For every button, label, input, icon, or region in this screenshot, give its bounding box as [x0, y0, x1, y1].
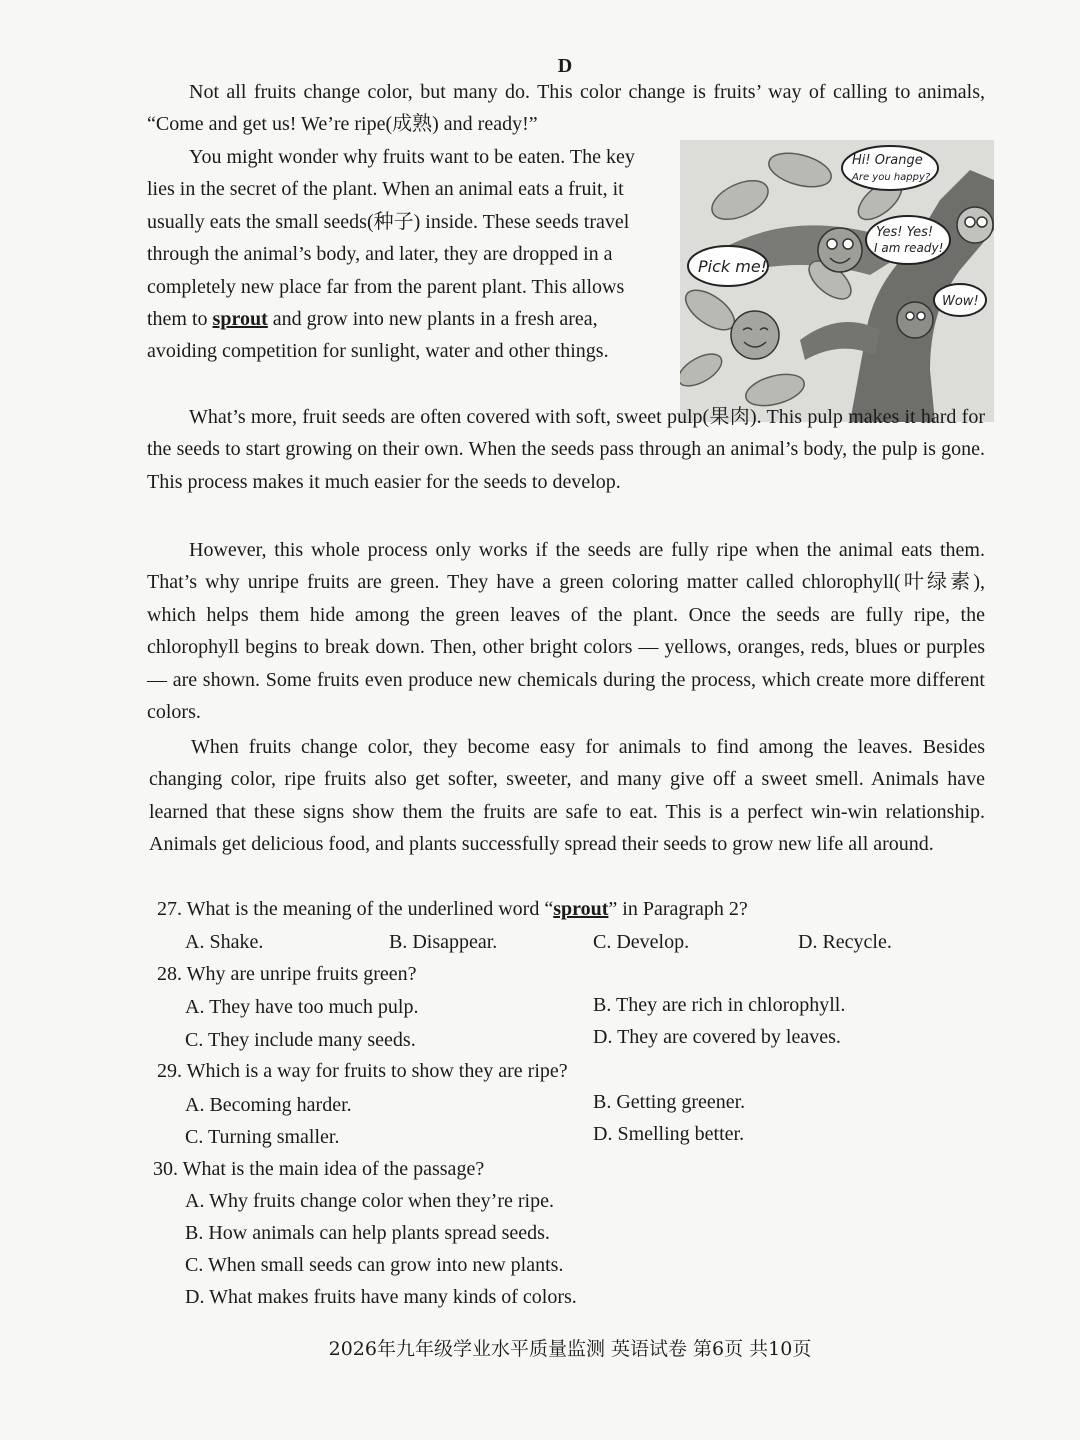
- question-29-option-c[interactable]: C. Turning smaller.: [185, 1126, 340, 1148]
- question-28-option-b[interactable]: B. They are rich in chlorophyll.: [593, 994, 846, 1016]
- page-footer: 2026年九年级学业水平质量监测 英语试卷 第6页 共10页: [328, 1338, 812, 1360]
- bubble-pick-me: Pick me!: [698, 257, 768, 276]
- fruit-tree-illustration: [680, 140, 994, 422]
- bubble-hi-orange: Hi! Orange: [852, 153, 923, 168]
- question-27-option-c[interactable]: C. Develop.: [593, 931, 690, 953]
- question-30-option-c[interactable]: C. When small seeds can grow into new plants.: [185, 1254, 564, 1276]
- question-27-underlined-word: sprout: [553, 898, 609, 920]
- question-29-option-d[interactable]: D. Smelling better.: [593, 1123, 745, 1145]
- question-30-option-b[interactable]: B. How animals can help plants spread seeds.: [185, 1222, 550, 1244]
- question-29-option-b[interactable]: B. Getting greener.: [593, 1091, 746, 1113]
- bubble-i-am-ready: I am ready!: [874, 241, 944, 255]
- question-28-option-a[interactable]: A. They have too much pulp.: [185, 996, 419, 1018]
- question-28-option-d[interactable]: D. They are covered by leaves.: [593, 1026, 841, 1048]
- question-30-stem: 30. What is the main idea of the passage?: [153, 1158, 485, 1180]
- question-27-stem: [157, 893, 748, 925]
- question-30-option-a[interactable]: A. Why fruits change color when they’re ripe.: [185, 1190, 554, 1212]
- paragraph-2-text-b: and grow into new plants in a fresh area, avoiding competition for sunlight, water and other things.: [147, 308, 609, 363]
- tree-cartoon-icon: [680, 140, 994, 422]
- paragraph-1: Not all fruits change color, but many do. This color change is fruits’ way of calling to animals, “Come and get us! We’re ripe(成熟) and ready!”: [147, 81, 985, 136]
- bubble-yes-yes: Yes! Yes!: [876, 225, 934, 240]
- question-28-stem: 28. Why are unripe fruits green?: [157, 963, 417, 985]
- question-27-text-a: 27. What is the meaning of the underlined word “: [157, 898, 554, 920]
- question-29-stem: 29. Which is a way for fruits to show they are ripe?: [157, 1060, 568, 1082]
- question-29-option-a[interactable]: A. Becoming harder.: [185, 1094, 352, 1116]
- question-27-option-b[interactable]: B. Disappear.: [389, 931, 498, 953]
- question-30-option-d[interactable]: D. What makes fruits have many kinds of colors.: [185, 1286, 577, 1308]
- question-28-option-c[interactable]: C. They include many seeds.: [185, 1029, 416, 1051]
- paragraph-3: What’s more, fruit seeds are often covered with soft, sweet pulp(果肉). This pulp makes it hard for the seeds to start growing on their own. When the seeds pass through an animal’s body, the pulp is gone. This process makes it much easier for the seeds to develop.: [147, 406, 985, 493]
- paragraph-5: When fruits change color, they become easy for animals to find among the leaves. Besides changing color, ripe fruits also get softer, sweeter, and many give off a sweet smell. Animals have learned that these signs show them the fruits are safe to eat. This is a perfect win-win relationship. Animals get delicious food, and plants successfully spread their seeds to grow new life all around.: [149, 736, 985, 856]
- bubble-are-you-happy: Are you happy?: [852, 172, 931, 183]
- bubble-wow: Wow!: [942, 294, 979, 309]
- question-27-option-d[interactable]: D. Recycle.: [798, 931, 892, 953]
- underlined-word-sprout: sprout: [212, 308, 268, 331]
- section-letter: D: [557, 55, 573, 77]
- question-27-text-b: ” in Paragraph 2?: [608, 898, 748, 920]
- paragraph-4: However, this whole process only works if the seeds are fully ripe when the animal eats them. That’s why unripe fruits are green. They have a green coloring matter called chlorophyll(叶绿素), which helps them hide among the green leaves of the plant. Once the seeds are fully ripe, the chlorophyll begins to break down. Then, other bright colors — yellows, oranges, reds, blues or purples — are shown. Some fruits even produce new chemicals during the process, which create more different colors.: [147, 539, 985, 724]
- paragraph-2-text-a: You might wonder why fruits want to be eaten. The key lies in the secret of the plant. When an animal eats a fruit, it usually eats the small seeds(种子) inside. These seeds travel through the animal’s body, and later, they are dropped in a completely new place far from the parent plant. This allows them to: [147, 146, 635, 331]
- paragraph-2: [147, 141, 647, 368]
- question-27-option-a[interactable]: A. Shake.: [185, 931, 264, 953]
